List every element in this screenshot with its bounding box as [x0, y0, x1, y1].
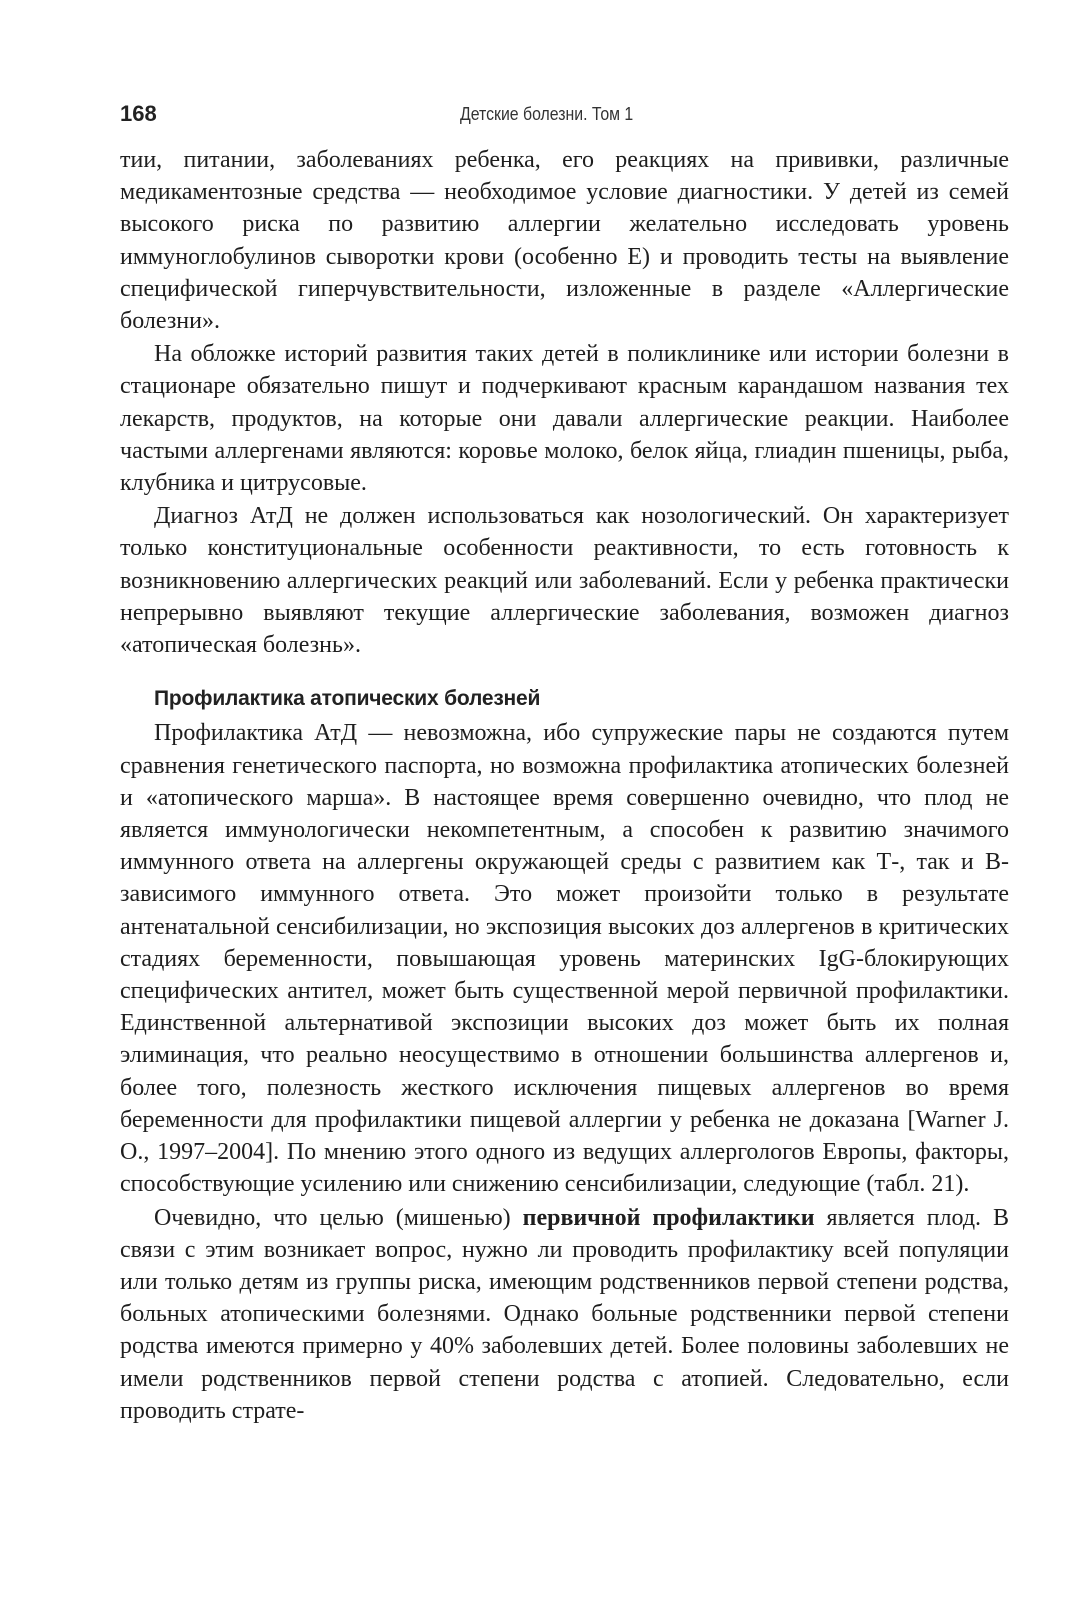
paragraph-1: тии, питании, заболеваниях ребенка, его реакциях на прививки, различные медикаментозные средства — необходимое условие диагностики. У детей из семей высокого риска по развитию аллергии желательно исследовать уровень иммуноглобулинов сыворотки крови (особенно E) и проводить тесты на выявление специфической гиперчувствительности, изложенные в разделе «Аллергические болезни».: [120, 147, 1009, 335]
page-header: [120, 98, 1009, 132]
paragraph-5: [120, 1202, 1009, 1427]
paragraph-5-start: Очевидно, что целью (мишенью): [154, 1204, 523, 1231]
paragraph-5-rest: является плод. В связи с этим возникает вопрос, нужно ли проводить профилактику всей популяции или только детям из группы риска, имеющим родственников первой степени родства, больных атопическими болезнями. Однако больные родственники первой степени родства имеются примерно у 40% заболевших детей. Более половины заболевших не имели родственников первой степени родства с атопией. Следовательно, если проводить страте-: [120, 1204, 1009, 1424]
paragraph-5-bold-term: первичной профилактики: [522, 1204, 815, 1231]
paragraph-4: Профилактика АтД — невозможна, ибо супружеские пары не создаются путем сравнения генетического паспорта, но возможна профилактика атопических болезней и «атопического марша». В настоящее время совершенно очевидно, что плод не является иммунологически некомпетентным, а способен к развитию значимого иммунного ответа на аллергены окружающей среды с развитием как Т-, так и В-зависимого иммунного ответа. Это может произойти только в результате антенатальной сенсибилизации, но экспозиция высоких доз аллергенов в критических стадиях беременности, повышающая уровень материнских IgG-блокирующих специфических антител, может быть существенной мерой первичной профилактики. Единственной альтернативой экспозиции высоких доз может быть их полная элиминация, что реально неосуществимо в отношении большинства аллергенов и, более того, полезность жесткого исключения пищевых аллергенов во время беременности для профилактики пищевой аллергии у ребенка не доказана [Warner J. O., 1997–2004]. По мнению этого одного из ведущих аллергологов Европы, факторы, способствующие усилению или снижению сенсибилизации, следующие (табл. 21).: [120, 720, 1009, 1198]
book-page: [120, 98, 1009, 1428]
paragraph-2: На обложке историй развития таких детей в поликлинике или истории болезни в стационаре обязательно пишут и подчеркивают красным карандашом названия тех лекарств, продуктов, на которые они давали аллергические реакции. Наиболее частыми аллергенами являются: коровье молоко, белок яйца, глиадин пшеницы, рыба, клубника и цитрусовые.: [120, 341, 1009, 497]
page-number: 168: [120, 101, 157, 126]
section-heading: Профилактика атопических болезней: [154, 687, 541, 711]
paragraph-3: Диагноз АтД не должен использоваться как нозологический. Он характеризует только конституциональные особенности реактивности, то есть готовность к возникновению аллергических реакций или заболеваний. Если у ребенка практически непрерывно выявляют текущие аллергические заболевания, возможен диагноз «атопическая болезнь».: [120, 503, 1009, 659]
running-head: Детские болезни. Том 1: [460, 104, 634, 124]
body-text: [120, 144, 1009, 1427]
